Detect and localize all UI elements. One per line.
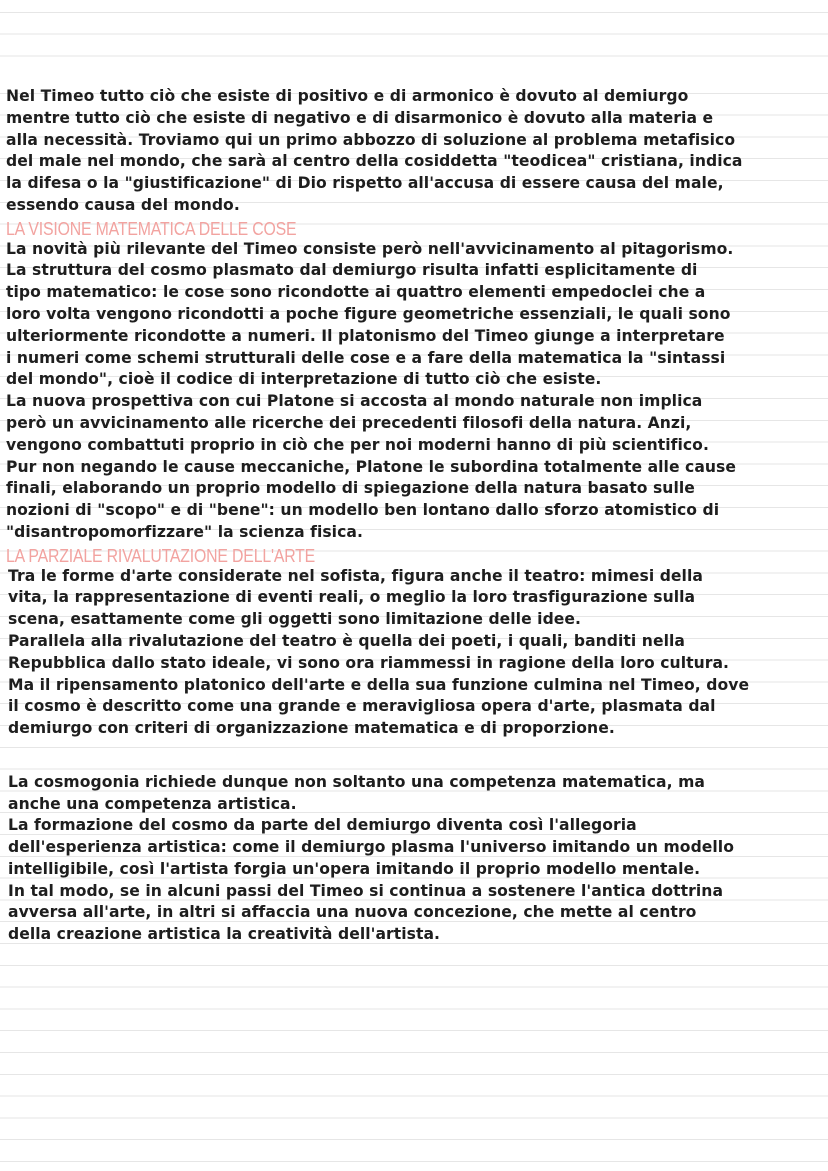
text-line: anche una competenza artistica. <box>8 794 297 813</box>
text-line: Parallela alla rivalutazione del teatro è quella dei poeti, i quali, banditi nella <box>8 631 685 650</box>
text-line: dell'esperienza artistica: come il demiurgo plasma l'universo imitando un modello <box>8 838 734 857</box>
text-line: il cosmo è descritto come una grande e meravigliosa opera d'arte, plasmata dal <box>8 697 716 716</box>
text-line: intelligibile, così l'artista forgia un'opera imitando il proprio modello mentale. <box>8 859 701 878</box>
paragraph-timeo-demiurgo <box>6 86 802 217</box>
text-line: Ma il ripensamento platonico dell'arte e della sua funzione culmina nel Timeo, dove <box>8 675 750 694</box>
text-line: finali, elaborando un proprio modello di spiegazione della natura basato sulle <box>6 479 695 498</box>
text-line: La struttura del cosmo plasmato dal demiurgo risulta infatti esplicitamente di <box>6 261 698 280</box>
text-line: vita, la rappresentazione di eventi reali, o meglio la loro trasfigurazione sulla <box>8 588 696 607</box>
text-line: i numeri come schemi strutturali delle cose e a fare della matematica la "sintassi <box>6 348 726 367</box>
text-line: Tra le forme d'arte considerate nel sofista, figura anche il teatro: mimesi della <box>8 566 703 585</box>
text-line: vengono combattuti proprio in ciò che per noi moderni hanno di più scientifico. <box>6 435 709 454</box>
text-line: La novità più rilevante del Timeo consiste però nell'avvicinamento al pitagorismo. <box>6 239 734 258</box>
text-line: La formazione del cosmo da parte del demiurgo diventa così l'allegoria <box>8 816 637 835</box>
text-line: "disantropomorfizzare" la scienza fisica. <box>6 522 363 541</box>
text-line: loro volta vengono ricondotti a poche figure geometriche essenziali, le quali sono <box>6 304 731 323</box>
text-line: demiurgo con criteri di organizzazione matematica e di proporzione. <box>8 719 615 738</box>
paragraph-visione-matematica <box>6 239 802 544</box>
blank-line <box>6 740 802 762</box>
text-line: del male nel mondo, che sarà al centro della cosiddetta "teodicea" cristiana, indica <box>6 152 743 171</box>
text-line: Repubblica dallo stato ideale, vi sono ora riammessi in ragione della loro cultura. <box>8 653 730 672</box>
section-heading-rivalutazione-arte: LA PARZIALE RIVALUTAZIONE DELL'ARTE <box>6 545 316 566</box>
text-line: scena, esattamente come gli oggetti sono limitazione delle idee. <box>8 610 582 629</box>
text-line: Pur non negando le cause meccaniche, Platone le subordina totalmente alle cause <box>6 457 737 476</box>
text-line: però un avvicinamento alle ricerche dei precedenti filosofi della natura. Anzi, <box>6 413 692 432</box>
blank-space <box>6 762 802 772</box>
text-line: mentre tutto ciò che esiste di negativo e di disarmonico è dovuto alla materia e <box>6 108 714 127</box>
notes-sheet <box>6 86 802 946</box>
text-line: nozioni di "scopo" e di "bene": un modello ben lontano dallo sforzo atomistico di <box>6 501 720 520</box>
text-line: La nuova prospettiva con cui Platone si accosta al mondo naturale non implica <box>6 392 703 411</box>
text-line: avversa all'arte, in altri si affaccia una nuova concezione, che mette al centro <box>8 903 697 922</box>
text-line: alla necessità. Troviamo qui un primo abbozzo di soluzione al problema metafisico <box>6 130 736 149</box>
paragraph-rivalutazione-arte <box>6 566 802 740</box>
text-line: tipo matematico: le cose sono ricondotte ai quattro elementi empedoclei che a <box>6 283 706 302</box>
section-heading-visione-matematica: LA VISIONE MATEMATICA DELLE COSE <box>6 218 297 239</box>
text-line: La cosmogonia richiede dunque non soltanto una competenza matematica, ma <box>8 772 705 791</box>
text-line: la difesa o la "giustificazione" di Dio rispetto all'accusa di essere causa del male, <box>6 174 724 193</box>
text-line: Nel Timeo tutto ciò che esiste di positivo e di armonico è dovuto al demiurgo <box>6 87 689 105</box>
text-line: del mondo", cioè il codice di interpretazione di tutto ciò che esiste. <box>6 370 602 389</box>
text-line: In tal modo, se in alcuni passi del Timeo si continua a sostenere l'antica dottrina <box>8 881 724 900</box>
text-line: essendo causa del mondo. <box>6 195 240 214</box>
text-line: della creazione artistica la creatività dell'artista. <box>8 925 441 944</box>
text-line: ulteriormente ricondotte a numeri. Il platonismo del Timeo giunge a interpretare <box>6 326 725 345</box>
paragraph-cosmogonia <box>6 772 802 946</box>
